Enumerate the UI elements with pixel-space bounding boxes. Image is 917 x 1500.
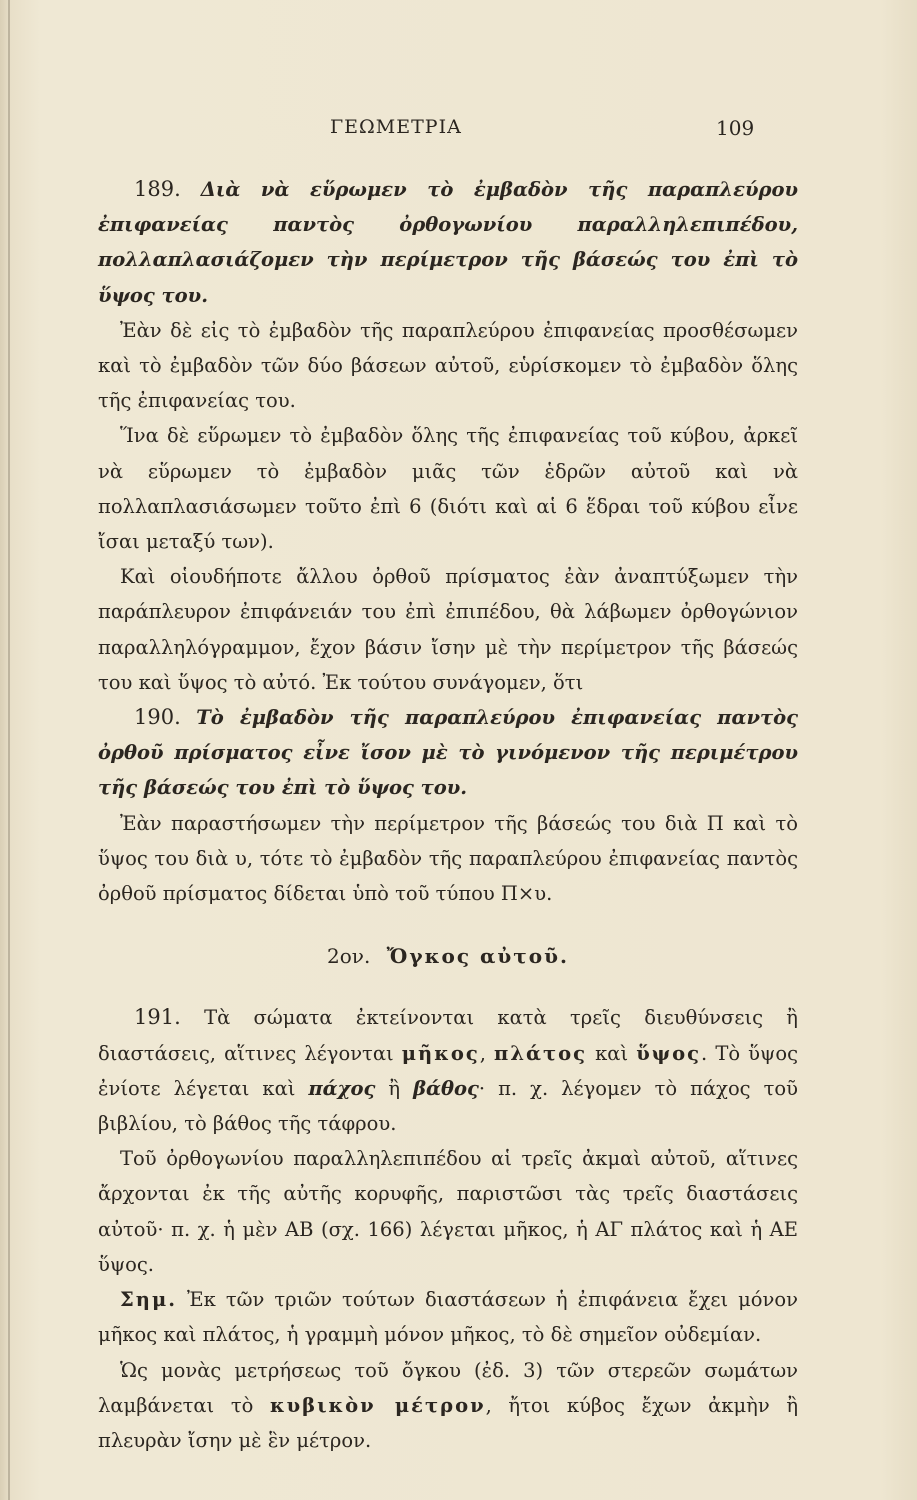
term-depth: βάθος <box>413 1076 479 1100</box>
term-thickness: πάχος <box>308 1076 376 1100</box>
text-run: καὶ <box>587 1041 637 1065</box>
text-run: ἢ <box>375 1076 414 1100</box>
text-run: Ὡς μονὰς μετρήσεως τοῦ ὄγκου (ἐδ. 3) τῶν στερεῶν σωμάτων λαμβάνεται τὸ <box>98 1358 798 1417</box>
article-191-paragraph <box>98 1000 798 1141</box>
text-run: , ἤτοι κύβος ἔχων ἀκμὴν ἢ πλευρὰν ἴσην μὲ ἓν μέτρον. <box>98 1393 798 1452</box>
text-run: . Τὸ ὕψος ἐνίοτε λέγεται καὶ <box>98 1041 798 1100</box>
text-run: , <box>479 1041 495 1065</box>
note-label: Σημ. <box>120 1288 178 1312</box>
term-width: πλάτος <box>494 1041 587 1065</box>
article-190-heading <box>98 700 798 806</box>
term-cubic-meter: κυβικὸν μέτρον <box>269 1393 486 1417</box>
body-text <box>98 172 798 1458</box>
article-189-heading <box>98 172 798 313</box>
article-number: 189. <box>134 177 181 201</box>
binding-gutter <box>8 0 10 1500</box>
article-number: 190. <box>134 705 181 730</box>
section-title: Ὄγκος αὐτοῦ. <box>386 944 569 969</box>
paragraph: Ἐὰν δὲ εἰς τὸ ἐμβαδὸν τῆς παραπλεύρου ἐπιφανείας προσθέσωμεν καὶ τὸ ἐμβαδὸν τῶν δύο βάσεων αὐτοῦ, εὑρίσκομεν τὸ ἐμβαδὸν ὅλης τῆς ἐπιφανείας του. <box>98 318 798 413</box>
text-run: · π. χ. λέγομεν τὸ πάχος τοῦ βιβλίου, τὸ βάθος τῆς τάφρου. <box>98 1076 798 1136</box>
paragraph: Ἐὰν παραστήσωμεν τὴν περίμετρον τῆς βάσεώς του διὰ Π καὶ τὸ ὕψος του διὰ υ, τότε τὸ ἐμβαδὸν τῆς παραπλεύρου ἐπιφανείας παντὸς ὀρθοῦ πρίσματος δίδεται ὑπὸ τοῦ τύπου Π×υ. <box>98 811 798 906</box>
running-title: ΓΕΩΜΕΤΡΙΑ <box>330 116 462 138</box>
term-height: ὕψος <box>636 1041 702 1065</box>
section-label: 2ον. <box>327 944 371 969</box>
paragraph: Τοῦ ὀρθογωνίου παραλληλεπιπέδου αἱ τρεῖς ἀκμαὶ αὐτοῦ, αἵτινες ἄρχονται ἐκ τῆς αὐτῆς κορυφῆς, παριστῶσι τὰς τρεῖς διαστάσεις αὐτοῦ· π. χ. ἡ μὲν ΑΒ (σχ. 166) λέγεται μῆκος, ἡ ΑΓ πλάτος καὶ ἡ ΑΕ ὕψος. <box>98 1147 798 1276</box>
page-header <box>0 116 917 146</box>
article-number: 191. <box>134 1005 181 1030</box>
section-heading <box>98 939 798 974</box>
paragraph <box>98 1353 798 1459</box>
paragraph: Καὶ οἱουδήποτε ἄλλου ὀρθοῦ πρίσματος ἐὰν ἀναπτύξωμεν τὴν παράπλευρον ἐπιφάνειάν του ἐπὶ ἐπιπέδου, θὰ λάβωμεν ὀρθογώνιον παραλληλόγραμμον, ἔχον βάσιν ἴσην μὲ τὴν περίμετρον τῆς βάσεώς του καὶ ὕψος τὸ αὐτό. Ἐκ τούτου συνάγομεν, ὅτι <box>98 565 798 694</box>
theorem-statement: Διὰ νὰ εὕρωμεν τὸ ἐμβαδὸν τῆς παραπλεύρου ἐπιφανείας παντὸς ὀρθογωνίου παραλληλεπιπέδου, πολλαπλασιάζομεν τὴν περίμετρον τῆς βάσεώς του ἐπὶ τὸ ὕψος του. <box>98 178 798 307</box>
page-number: 109 <box>716 116 755 140</box>
note-paragraph <box>98 1282 798 1352</box>
note-text: Ἐκ τῶν τριῶν τούτων διαστάσεων ἡ ἐπιφάνεια ἔχει μόνον μῆκος καὶ πλάτος, ἡ γραμμὴ μόνον μῆκος, τὸ δὲ σημεῖον οὐδεμίαν. <box>98 1288 798 1347</box>
theorem-statement: Τὸ ἐμβαδὸν τῆς παραπλεύρου ἐπιφανείας παντὸς ὀρθοῦ πρίσματος εἶνε ἴσον μὲ τὸ γινόμενον τῆς περιμέτρου τῆς βάσεώς του ἐπὶ τὸ ὕψος του. <box>98 706 798 800</box>
paragraph: Ἵνα δὲ εὕρωμεν τὸ ἐμβαδὸν ὅλης τῆς ἐπιφανείας τοῦ κύβου, ἀρκεῖ νὰ εὕρωμεν τὸ ἐμβαδὸν μιᾶς τῶν ἑδρῶν αὐτοῦ καὶ νὰ πολλαπλασιάσωμεν τοῦτο ἐπὶ 6 (διότι καὶ αἱ 6 ἕδραι τοῦ κύβου εἶνε ἴσαι μεταξύ των). <box>98 424 798 554</box>
term-length: μῆκος <box>401 1041 480 1065</box>
text-run: Τὰ σώματα ἐκτείνονται κατὰ τρεῖς διευθύνσεις ἢ διαστάσεις, αἵτινες λέγονται <box>98 1006 798 1065</box>
